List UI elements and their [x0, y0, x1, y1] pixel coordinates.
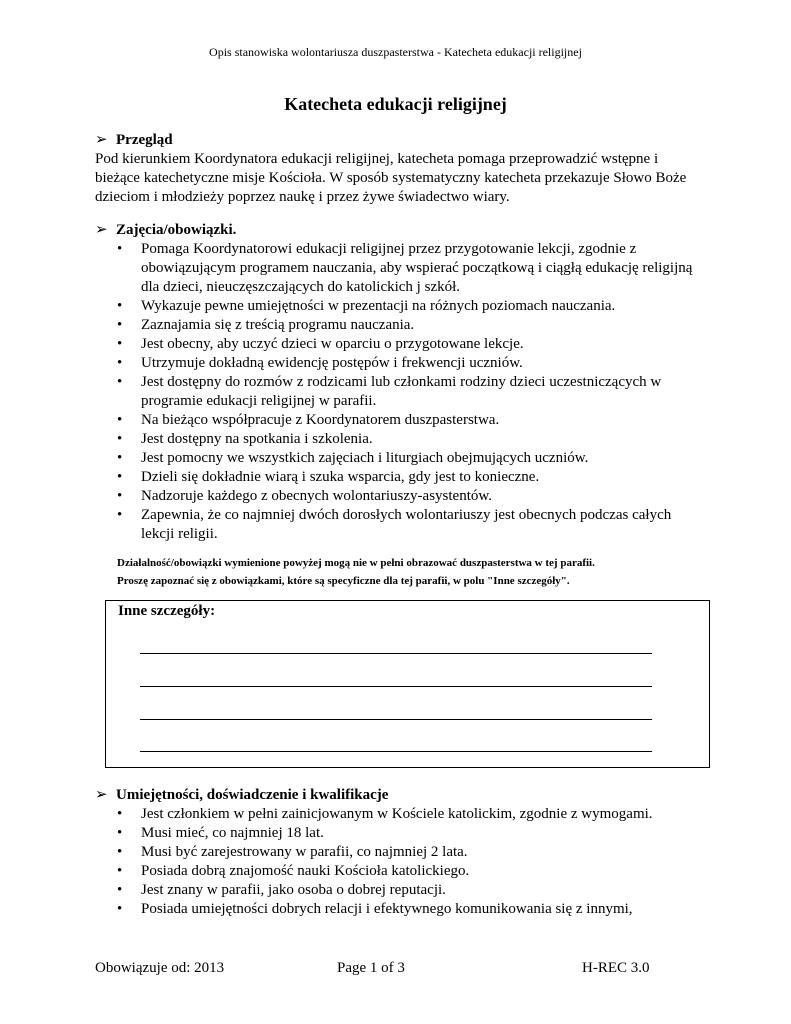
list-item: • Jest dostępny na spotkania i szkolenia.: [117, 431, 373, 447]
arrow-bullet-icon: ➢: [95, 132, 108, 148]
arrow-bullet-icon: ➢: [95, 787, 108, 803]
overview-heading: [95, 131, 173, 150]
skills-heading: [95, 786, 388, 805]
document-title: Katecheta edukacji religijnej: [284, 94, 507, 114]
disclaimer-line-1: Działalność/obowiązki wymienione powyżej mogą nie w pełni obrazować duszpasterstwa w tej parafii.: [117, 557, 595, 569]
list-item: • Jest dostępny do rozmów z rodzicami lub członkami rodziny dzieci uczestniczących w programie edukacji religijnej w parafii.: [117, 374, 662, 409]
bullet-icon: •: [117, 806, 123, 822]
bullet-icon: •: [117, 450, 123, 466]
list-item: • Pomaga Koordynatorowi edukacji religijnej przez przygotowanie lekcji, zgodnie z obowiązującym programem nauczania, aby wspierać początkową i ciągłą edukację religijną dla dzieci, nieuczęszczających do katolickich j szkół.: [117, 241, 693, 295]
disclaimer-note: [117, 554, 697, 590]
list-item: • Jest członkiem w pełni zainicjowanym w Kościele katolickim, zgodnie z wymogami.: [117, 806, 653, 822]
list-item: • Dzieli się dokładnie wiarą i szuka wsparcia, gdy jest to konieczne.: [117, 469, 540, 485]
bullet-icon: •: [117, 431, 123, 447]
running-header: Opis stanowiska wolontariusza duszpasterstwa - Katecheta edukacji religijnej: [209, 45, 582, 59]
disclaimer-line-2: Proszę zapoznać się z obowiązkami, które są specyficzne dla tej parafii, w polu "Inne szczegóły".: [117, 575, 570, 587]
bullet-icon: •: [117, 317, 123, 333]
bullet-icon: •: [117, 844, 123, 860]
list-item: • Jest pomocny we wszystkich zajęciach i liturgiach obejmujących uczniów.: [117, 450, 589, 466]
blank-line[interactable]: [140, 686, 652, 687]
duties-heading-label: Zajęcia/obowiązki.: [116, 222, 237, 238]
list-item: • Posiada umiejętności dobrych relacji i efektywnego komunikowania się z innymi,: [117, 901, 633, 917]
footer-doc-code: H-REC 3.0: [582, 960, 650, 976]
bullet-icon: •: [117, 412, 123, 428]
list-item: • Utrzymuje dokładną ewidencję postępów i frekwencji uczniów.: [117, 355, 523, 371]
blank-line[interactable]: [140, 751, 652, 752]
skills-heading-label: Umiejętności, doświadczenie i kwalifikacje: [116, 787, 389, 803]
bullet-icon: •: [117, 469, 123, 485]
duties-list: [117, 240, 697, 544]
bullet-icon: •: [117, 901, 123, 917]
list-item: • Zaznajamia się z treścią programu nauczania.: [117, 317, 415, 333]
bullet-icon: •: [117, 298, 123, 314]
overview-text: Pod kierunkiem Koordynatora edukacji religijnej, katecheta pomaga przeprowadzić wstępne i bieżące katechetyczne misje Kościoła. W sposób systematyczny katecheta przekazuje Słowo Boże dzieciom i młodzieży poprzez naukę i przez żywe świadectwo wiary.: [95, 151, 687, 205]
footer-effective-date: Obowiązuje od: 2013: [95, 960, 225, 976]
overview-heading-label: Przegląd: [116, 132, 173, 148]
bullet-icon: •: [117, 507, 123, 523]
bullet-icon: •: [117, 882, 123, 898]
bullet-icon: •: [117, 241, 123, 257]
bullet-icon: •: [117, 863, 123, 879]
duties-heading: [95, 221, 236, 240]
list-item: • Jest obecny, aby uczyć dzieci w oparciu o przygotowane lekcje.: [117, 336, 524, 352]
list-item: • Jest znany w parafii, jako osoba o dobrej reputacji.: [117, 882, 446, 898]
bullet-icon: •: [117, 825, 123, 841]
blank-line[interactable]: [140, 653, 652, 654]
other-details-heading: Inne szczegóły:: [118, 603, 216, 619]
skills-list: [117, 805, 697, 919]
bullet-icon: •: [117, 488, 123, 504]
list-item: • Zapewnia, że co najmniej dwóch dorosłych wolontariuszy jest obecnych podczas całych lekcji religii.: [117, 507, 672, 542]
list-item: • Wykazuje pewne umiejętności w prezentacji na różnych poziomach nauczania.: [117, 298, 616, 314]
list-item: • Musi być zarejestrowany w parafii, co najmniej 2 lata.: [117, 844, 468, 860]
footer-page-number: Page 1 of 3: [337, 960, 405, 976]
bullet-icon: •: [117, 336, 123, 352]
list-item: • Posiada dobrą znajomość nauki Kościoła katolickiego.: [117, 863, 470, 879]
other-details-box: [105, 600, 710, 768]
list-item: • Nadzoruje każdego z obecnych wolontariuszy-asystentów.: [117, 488, 492, 504]
blank-line[interactable]: [140, 719, 652, 720]
bullet-icon: •: [117, 355, 123, 371]
list-item: • Musi mieć, co najmniej 18 lat.: [117, 825, 324, 841]
list-item: • Na bieżąco współpracuje z Koordynatorem duszpasterstwa.: [117, 412, 500, 428]
bullet-icon: •: [117, 374, 123, 390]
arrow-bullet-icon: ➢: [95, 222, 108, 238]
